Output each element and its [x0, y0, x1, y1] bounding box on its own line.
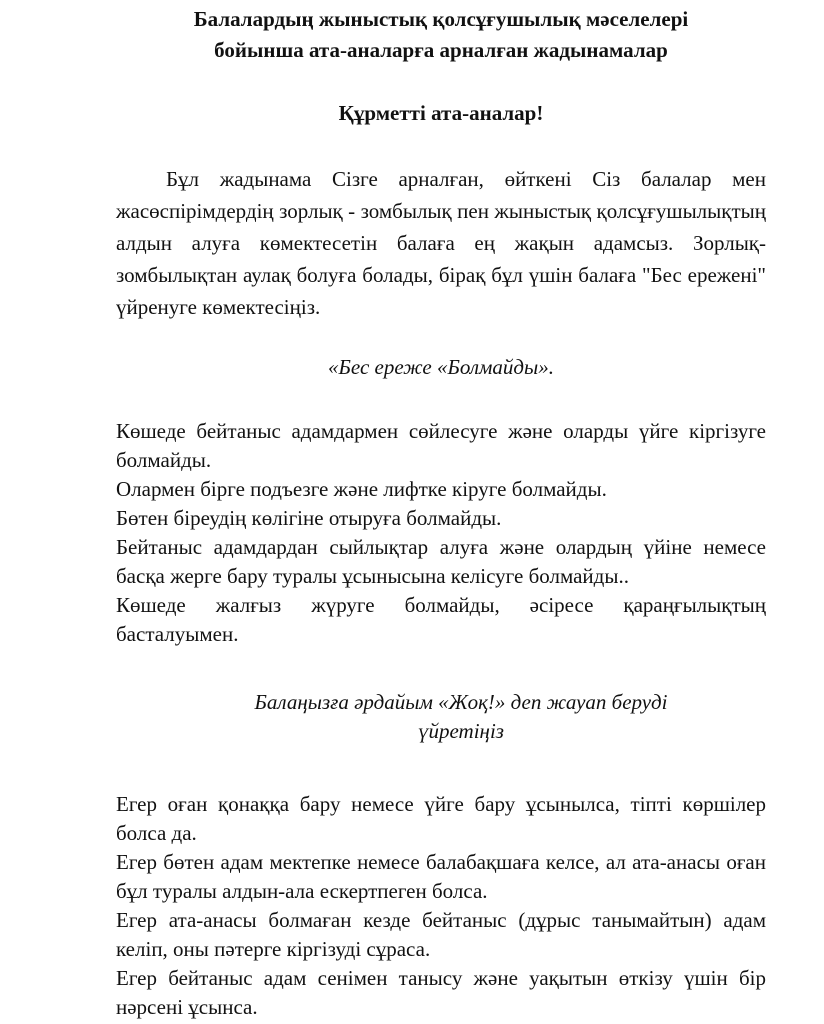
title-line-1: Балалардың жыныстық қолсұғушылық мәселелері: [193, 7, 689, 31]
rule-item: Олармен бірге подъезге және лифтке кіруге болмайды.: [116, 477, 607, 501]
no-case-item: Егер бөтен адам мектепке немесе балабақшаға келсе, ал ата-анасы оған бұл туралы алдын-ала ескертпеген болса.: [116, 850, 766, 903]
intro-paragraph: Бұл жадынама Сізге арналған, өйткені Сіз балалар мен жасөспірімдердің зорлық - зомбылық пен жыныстық қолсұғушылықтың алдын алуға көмектесетін балаға ең жақын адамсыз. Зорлық-зомбылықтан аулақ болуға болады, бірақ бұл үшін балаға "Бес ережені" үйренуге көмектесіңіз.: [116, 167, 766, 319]
no-cases-list: [116, 790, 766, 1022]
no-case-item: Егер ата-анасы болмаған кезде бейтаныс (дұрыс танымайтын) адам келіп, оны пәтерге кіргізуді сұраса.: [116, 908, 766, 961]
no-case-item: Егер оған қонаққа бару немесе үйге бару ұсынылса, тіпті көршілер болса да.: [116, 792, 766, 845]
rule-item: Көшеде бейтаныс адамдармен сөйлесуге және оларды үйге кіргізуге болмайды.: [116, 419, 766, 472]
rule-item: Көшеде жалғыз жүруге болмайды, әсіресе қараңғылықтың басталуымен.: [116, 593, 766, 646]
greeting: Құрметті ата-аналар!: [338, 101, 544, 125]
no-heading: [156, 688, 766, 746]
no-case-item: Егер бейтаныс адам сенімен танысу және уақытын өткізу үшін бір нәрсені ұсынса.: [116, 966, 766, 1019]
no-heading-line-2: үйретіңіз: [418, 719, 504, 743]
no-heading-line-1: Балаңызға әрдайым «Жоқ!» деп жауап беруді: [254, 690, 668, 714]
rules-list: [116, 417, 766, 649]
document-title: [116, 4, 766, 66]
rule-item: Бөтен біреудің көлігіне отыруға болмайды.: [116, 506, 502, 530]
rules-heading: «Бес ереже «Болмайды».: [328, 355, 554, 379]
title-line-2: бойынша ата-аналарға арналған жадынамалар: [214, 38, 668, 62]
rule-item: Бейтаныс адамдардан сыйлықтар алуға және олардың үйіне немесе басқа жерге бару туралы ұсынысына келісуге болмайды..: [116, 535, 766, 588]
